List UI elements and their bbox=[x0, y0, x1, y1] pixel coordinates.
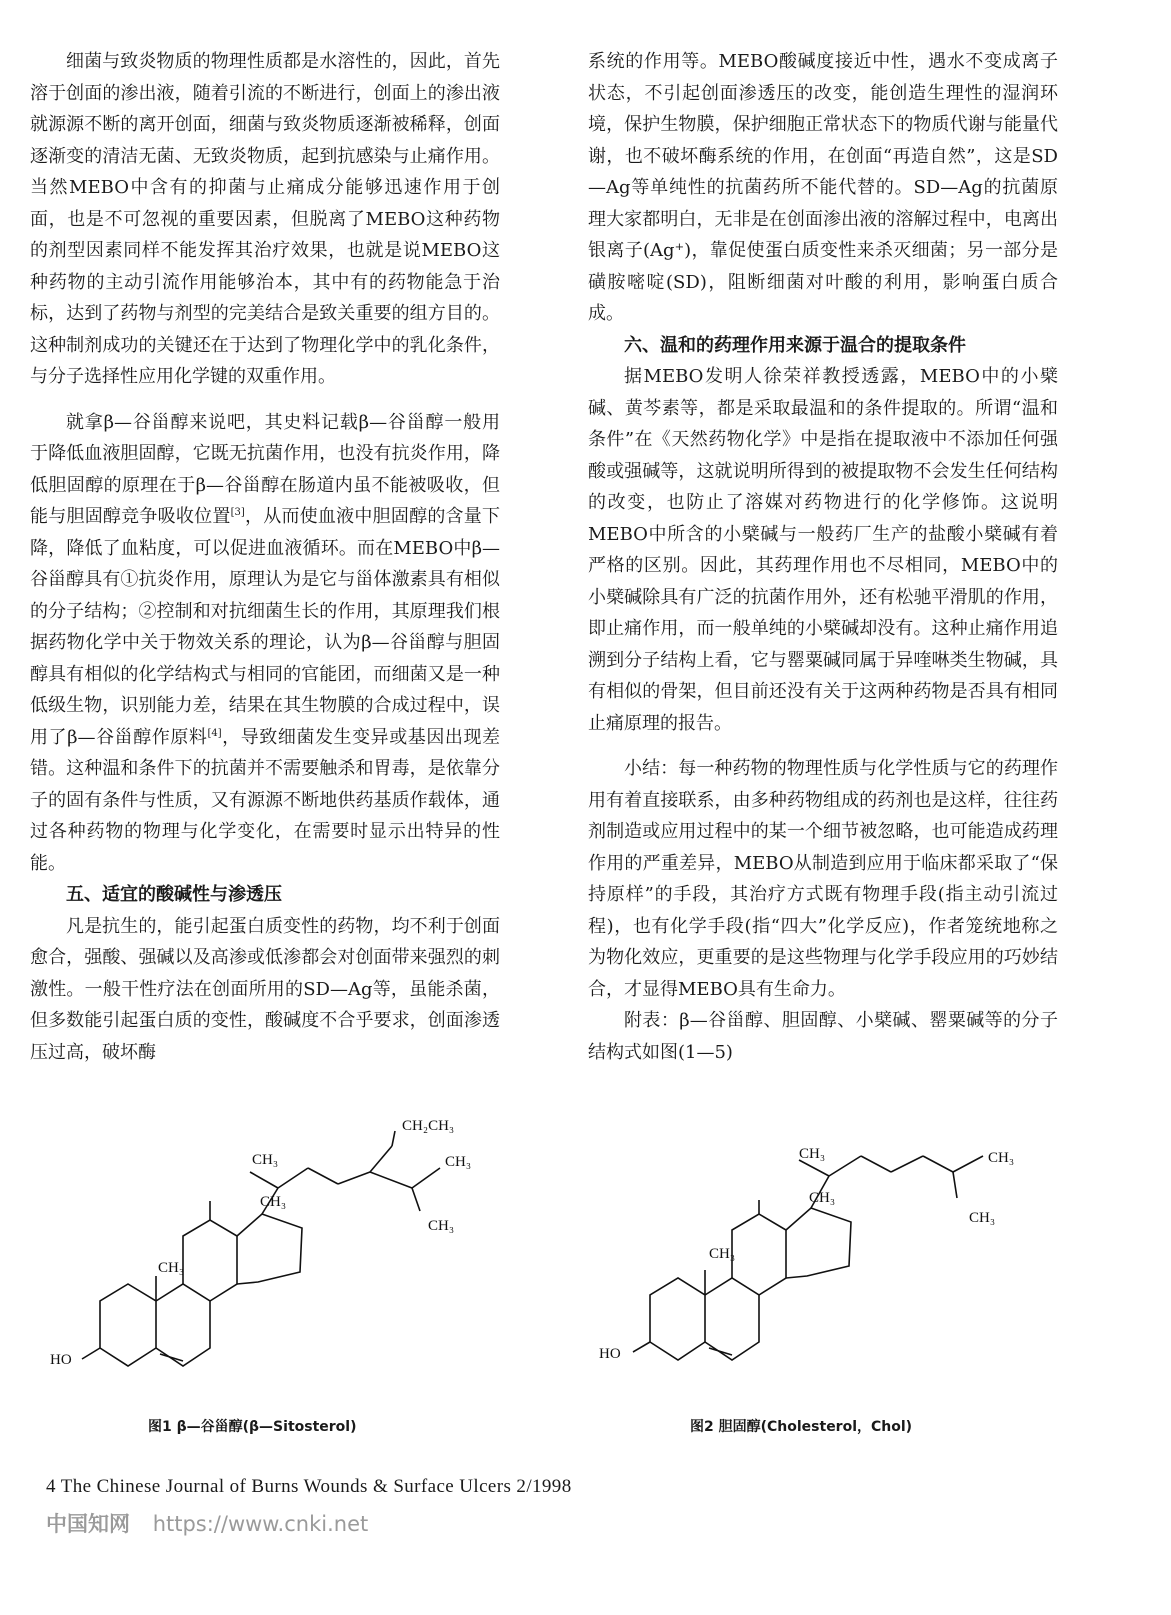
paragraph-summary: 小结：每一种药物的物理性质与化学性质与它的药理作用有着直接联系，由多种药物组成的药剂也是这样，往往药剂制造或应用过程中的某一个细节被忽略，也可能造成药理作用的严重差异，MEBO从制造到应用于临床都采取了“保持原样”的手段，其治疗方式既有物理手段(指主动引流过程)，也有化学手段(指“四大”化学反应)，作者笼统地称之为物化效应，更重要的是这些物理与化学手段应用的巧妙结合，才显得MEBO具有生命力。 bbox=[588, 758, 1058, 1000]
label-ch3-side-chain: CH₃ bbox=[799, 1146, 826, 1162]
figure2-caption: 图2 胆固醇(Cholesterol，Chol) bbox=[690, 1419, 913, 1435]
section-heading-6: 六、温和的药理作用来源于温合的提取条件 bbox=[624, 334, 966, 356]
sitosterol-structure-svg bbox=[40, 1096, 520, 1396]
paragraph-mebo-ph: 系统的作用等。MEBO酸碱度接近中性，遇水不变成离子状态，不引起创面渗透压的改变，能创造生理性的湿润环境，保护生物膜，保护细胞正常状态下的物质代谢与能量代谢，也不破坏酶系统的作用，在创面“再造自然”，这是SD—Ag等单纯性的抗菌药所不能代替的。SD—Ag的抗菌原理大家都明白，无非是在创面渗出液的溶解过程中，电离出银离子(Ag⁺)，靠促使蛋白质变性来杀灭细菌；另一部分是磺胺嘧啶(SD)，阻断细菌对叶酸的利用，影响蛋白质合成。 bbox=[588, 51, 1058, 324]
paragraph-sitosterol-part3: ，导致细菌发生变异或基因出现差错。这种温和条件下的抗菌并不需要触杀和胃毒，是依靠分子的固有条件与性质，又有源源不断地供药基质作载体，通过各种药物的物理与化学变化，在需要时显示出特异的性能。 bbox=[30, 726, 501, 874]
label-ho: HO bbox=[599, 1346, 621, 1362]
label-ch3-c10: CH₃ bbox=[158, 1260, 185, 1276]
paragraph-bacteria-drainage: 细菌与致炎物质的物理性质都是水溶性的，因此，首先溶于创面的渗出液，随着引流的不断进行，创面上的渗出液就源源不断的离开创面，细菌与致炎物质逐渐被稀释，创面逐渐变的清洁无菌、无致炎物质，起到抗感染与止痛作用。当然MEBO中含有的抑菌与止痛成分能够迅速作用于创面，也是不可忽视的重要因素，但脱离了MEBO这种药物的剂型因素同样不能发挥其治疗效果，也就是说MEBO这种药物的主动引流作用能够治本，其中有的药物能急于治标，达到了药物与剂型的完美结合是致关重要的组方目的。这种制剂成功的关键还在于达到了物理化学中的乳化条件，与分子选择性应用化学键的双重作用。 bbox=[30, 51, 500, 387]
label-ch3-terminal-1: CH₃ bbox=[988, 1150, 1015, 1166]
right-column bbox=[588, 46, 1058, 1068]
cholesterol-ring-bonds bbox=[633, 1156, 983, 1360]
cnki-watermark bbox=[46, 1508, 368, 1538]
label-ch2ch3: CH₂CH₃ bbox=[402, 1118, 455, 1134]
label-ch3-c10: CH₃ bbox=[709, 1246, 736, 1262]
paragraph-sitosterol-part1: 就拿β—谷甾醇来说吧，其史料记载β—谷甾醇一般用于降低血液胆固醇，它既无抗菌作用，也没有抗炎作用，降低胆固醇的原理在于β—谷甾醇在肠道内虽不能被吸收，但能与胆固醇竞争吸收位置 bbox=[30, 411, 500, 527]
label-ch3-side-chain: CH₃ bbox=[252, 1152, 279, 1168]
figure-sitosterol-structure bbox=[40, 1096, 520, 1396]
label-ch3-c13: CH₃ bbox=[260, 1194, 287, 1210]
page-number: 4 bbox=[46, 1476, 56, 1497]
label-ch3-isopropyl-1: CH₃ bbox=[445, 1154, 472, 1170]
paragraph-appendix: 附表：β—谷甾醇、胆固醇、小檗碱、罂粟碱等的分子结构式如图(1—5) bbox=[588, 1010, 1058, 1063]
cholesterol-structure-svg bbox=[585, 1110, 1065, 1400]
label-ch3-terminal-2: CH₃ bbox=[969, 1210, 996, 1226]
section-heading-5: 五、适宜的酸碱性与渗透压 bbox=[66, 884, 282, 905]
paragraph-acid-base: 凡是抗生的，能引起蛋白质变性的药物，均不利于创面愈合，强酸、强碱以及高渗或低渗都会对创面带来强烈的刺激性。一般干性疗法在创面所用的SD—Ag等，虽能杀菌，但多数能引起蛋白质的变性，酸碱度不合乎要求，创面渗透压过高，破坏酶 bbox=[30, 915, 500, 1063]
citation-4: [4] bbox=[207, 727, 222, 739]
label-ch3-isopropyl-2: CH₃ bbox=[428, 1218, 455, 1234]
label-ho: HO bbox=[50, 1352, 72, 1368]
watermark-url: https://www.cnki.net bbox=[152, 1512, 369, 1536]
label-ch3-c13: CH₃ bbox=[809, 1190, 836, 1206]
citation-3: [3] bbox=[230, 507, 245, 518]
page-footer bbox=[46, 1476, 572, 1498]
watermark-cnki-name: 中国知网 bbox=[46, 1512, 130, 1536]
figure1-caption: 图1 β—谷甾醇(β—Sitosterol) bbox=[148, 1419, 357, 1435]
left-column bbox=[30, 46, 500, 1068]
paragraph-sitosterol bbox=[30, 407, 500, 880]
paragraph-mild-extraction: 据MEBO发明人徐荣祥教授透露，MEBO中的小檗碱、黄芩素等，都是采取最温和的条件提取的。所谓“温和条件”在《天然药物化学》中是指在提取液中不添加任何强酸或强碱等，这就说明所得到的被提取物不会发生任何结构的改变，也防止了溶媒对药物进行的化学修饰。这说明MEBO中所含的小檗碱与一般药厂生产的盐酸小檗碱有着严格的区别。因此，其药理作用也不尽相同，MEBO中的小檗碱除具有广泛的抗菌作用外，还有松驰平滑肌的作用，即止痛作用，而一般单纯的小檗碱却没有。这种止痛作用追溯到分子结构上看，它与罂粟碱同属于异喹啉类生物碱，具有相似的骨架，但目前还没有关于这两种药物是否具有相同止痛原理的报告。 bbox=[588, 366, 1058, 734]
paragraph-sitosterol-part2: ，从而使血液中胆固醇的含量下降，降低了血粘度，可以促进血液循环。而在MEBO中β—谷甾醇具有①抗炎作用，原理认为是它与甾体激素具有相似的分子结构；②控制和对抗细菌生长的作用，其原理我们根据药物化学中关于物效关系的理论，认为β—谷甾醇与胆固醇具有相似的化学结构式与相同的官能团，而细菌又是一种低级生物，识别能力差，结果在其生物膜的合成过程中，误用了β—谷甾醇作原料 bbox=[30, 506, 501, 748]
figure-cholesterol-structure bbox=[585, 1110, 1065, 1400]
journal-name: The Chinese Journal of Burns Wounds & Surface Ulcers 2/1998 bbox=[60, 1476, 572, 1497]
